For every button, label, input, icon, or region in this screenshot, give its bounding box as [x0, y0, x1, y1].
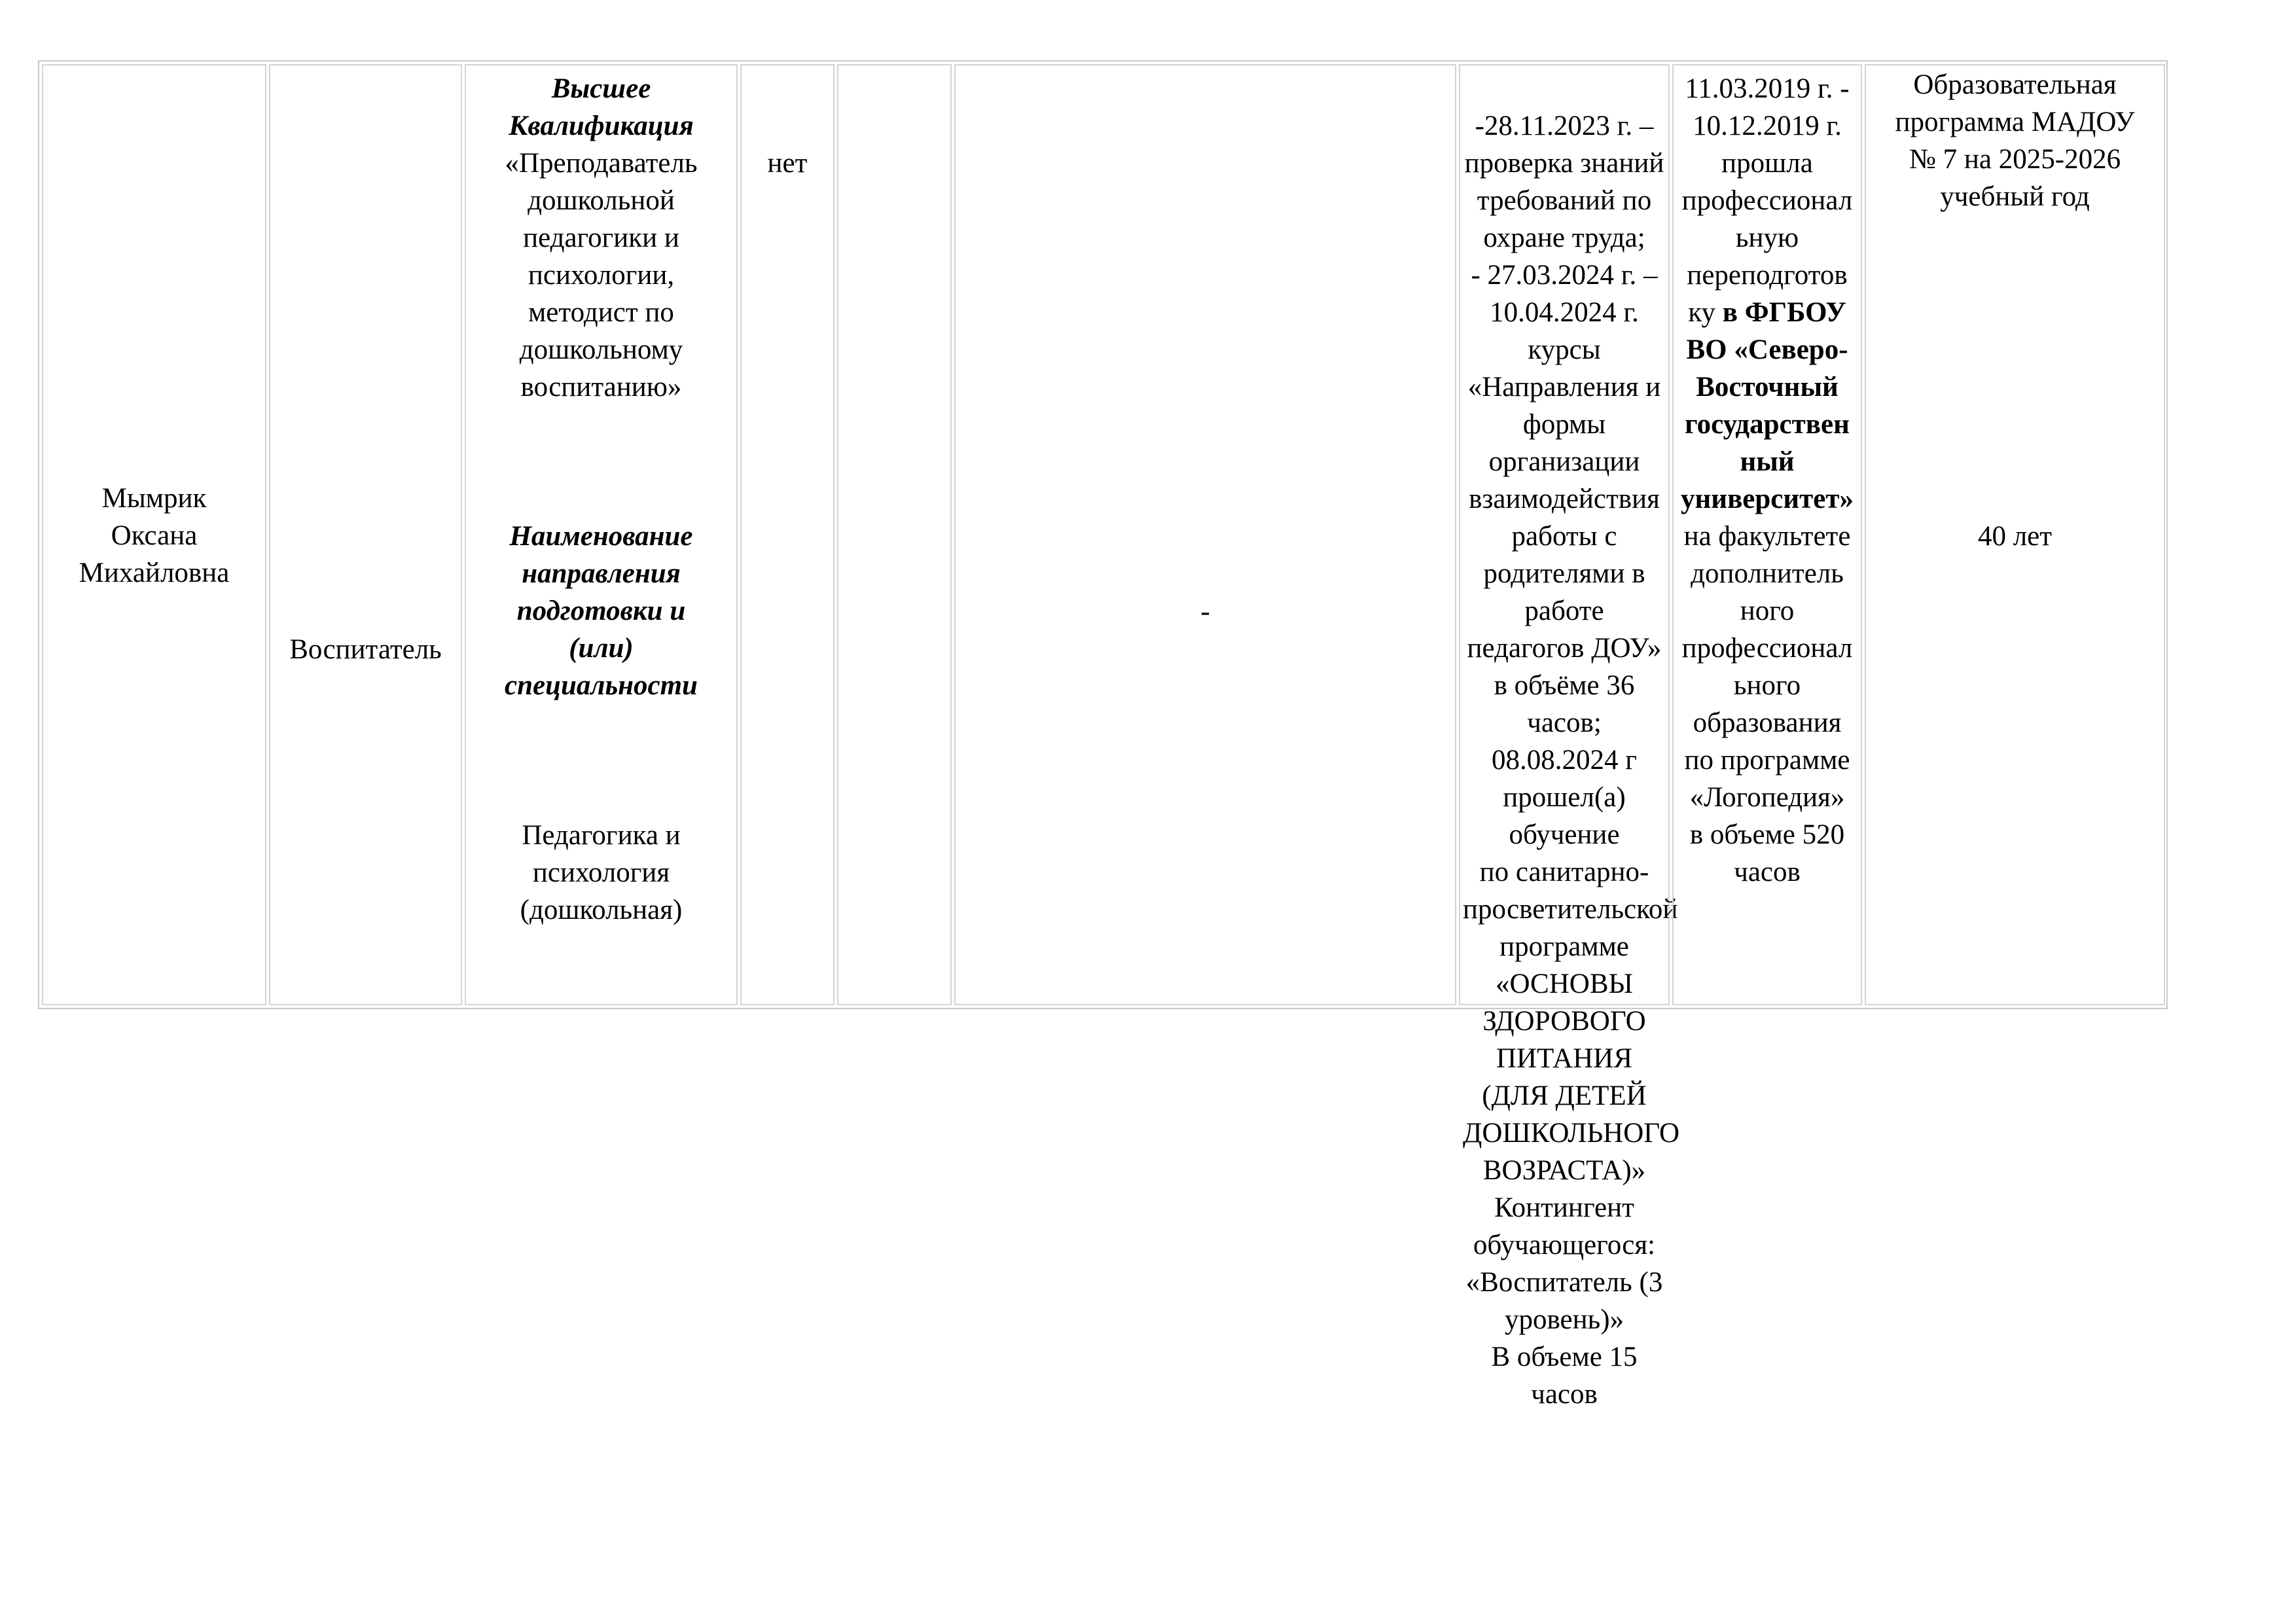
training-courses: -28.11.2023 г. – проверка знаний требований по охране труда; - 27.03.2024 г. – 10.04.2024 г. курсы «Направления и формы организации взаимодействия работы с родителями в работе педагогов ДОУ» в объёме 36 часов; 08.08.2024 г прошел(а) обучение по санитарно-просветительской программе «ОСНОВЫ ЗДОРОВОГО ПИТАНИЯ (ДЛЯ ДЕТЕЙ ДОШКОЛЬНОГО ВОЗРАСТА)» Контингент обучающегося: «Воспитатель (3 уровень)» В объеме 15 часов: [1463, 111, 1680, 1410]
education-specialty: Педагогика и психология (дошкольная): [520, 820, 683, 925]
retraining-org-inline: в ФГБОУ: [1722, 297, 1846, 328]
education-direction-label: Наименование направления подготовки и (или) специальности: [505, 521, 698, 701]
professional-retraining: [1676, 70, 1858, 891]
academic-degree: нет: [767, 148, 808, 179]
cell-courses: [1459, 64, 1680, 1410]
cell-position: [269, 64, 462, 1005]
cell-retraining: [1672, 64, 1862, 1005]
employee-name: Мымрик Оксана Михайловна: [79, 483, 230, 588]
cell-title: [954, 64, 1456, 1005]
cell-empty: [837, 64, 952, 1005]
academic-title: -: [1200, 596, 1210, 627]
work-experience: 40 лет: [1977, 521, 2053, 552]
education-qualification: «Преподаватель дошкольной педагогики и психологии, методист по дошкольному воспитанию»: [505, 148, 698, 402]
cell-degree: [740, 64, 834, 1005]
cell-name: [42, 64, 266, 1005]
educational-program: Образовательная программа МАДОУ № 7 на 2025-2026 учебный год: [1895, 69, 2135, 212]
retraining-program: на факультете дополнитель ного профессионал ьного образования по программе «Логопедия» в объеме 520 часов: [1681, 521, 1853, 887]
staff-table: [38, 60, 2168, 1410]
employee-position: Воспитатель: [289, 634, 442, 665]
education-level-label: Высшее Квалификация: [509, 73, 694, 141]
retraining-dates: 11.03.2019 г. - 10.12.2019 г. прошла профессионал ьную переподготов ку: [1681, 73, 1853, 328]
cell-education: [465, 64, 738, 1005]
retraining-org: ВО «Северо- Восточный государствен ный университет»: [1681, 334, 1854, 514]
